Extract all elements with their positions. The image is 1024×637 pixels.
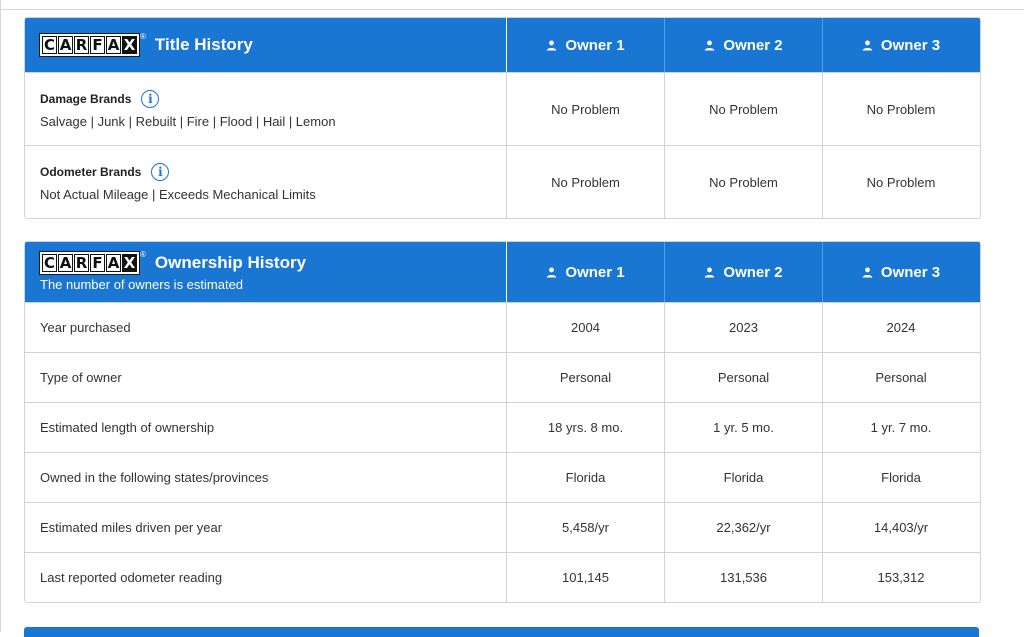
owner-1-value: No Problem xyxy=(506,146,664,218)
row-label: Last reported odometer reading xyxy=(40,570,223,585)
owner-3-value: 153,312 xyxy=(822,553,979,602)
person-icon xyxy=(704,40,715,51)
ownership-history-heading: C A R F A X ® Ownership History The number of owners is estimated xyxy=(25,242,506,302)
owner-2-value: 22,362/yr xyxy=(664,503,822,552)
owner-2-value: No Problem xyxy=(664,146,822,218)
person-icon xyxy=(546,267,557,278)
title-history-header xyxy=(25,18,980,72)
table-row xyxy=(25,452,980,502)
owner-2-header: Owner 2 xyxy=(664,242,822,302)
owner-3-value: 1 yr. 7 mo. xyxy=(822,403,979,452)
row-label: Year purchased xyxy=(40,320,131,335)
row-detail: Not Actual Mileage | Exceeds Mechanical Limits xyxy=(40,186,316,202)
owner-2-value: 131,536 xyxy=(664,553,822,602)
ownership-history-card xyxy=(24,241,981,603)
owner-2-header: Owner 2 xyxy=(664,18,822,72)
row-label: Estimated miles driven per year xyxy=(40,520,223,535)
top-divider xyxy=(0,0,1024,10)
info-icon[interactable]: i xyxy=(141,90,159,108)
row-detail: Salvage | Junk | Rebuilt | Fire | Flood | Hail | Lemon xyxy=(40,113,336,129)
owner-1-value: 101,145 xyxy=(506,553,664,602)
table-row xyxy=(25,145,980,218)
table-row xyxy=(25,552,980,602)
owner-1-value: 18 yrs. 8 mo. xyxy=(506,403,664,452)
table-row xyxy=(25,502,980,552)
title-history-heading: C A R F A X ® Title History xyxy=(25,18,506,72)
owner-3-value: 2024 xyxy=(822,303,979,352)
person-icon xyxy=(704,267,715,278)
table-row xyxy=(25,402,980,452)
owner-2-value: 1 yr. 5 mo. xyxy=(664,403,822,452)
row-label: Type of owner xyxy=(40,370,122,385)
owner-2-value: 2023 xyxy=(664,303,822,352)
owner-1-value: No Problem xyxy=(506,73,664,145)
owner-1-value: Florida xyxy=(506,453,664,502)
owner-2-value: Florida xyxy=(664,453,822,502)
title-history-card xyxy=(24,17,981,219)
person-icon xyxy=(546,40,557,51)
owner-3-value: Florida xyxy=(822,453,979,502)
section-title: Ownership History xyxy=(154,253,307,272)
row-label: Damage Brands xyxy=(40,91,132,106)
carfax-logo: C A R F A X xyxy=(40,252,139,274)
row-label: Owned in the following states/provinces xyxy=(40,470,269,485)
owner-1-value: 2004 xyxy=(506,303,664,352)
table-row xyxy=(25,352,980,402)
person-icon xyxy=(862,40,873,51)
owner-3-value: No Problem xyxy=(822,73,979,145)
left-divider xyxy=(0,0,1,632)
owner-3-value: Personal xyxy=(822,353,979,402)
owner-2-value: No Problem xyxy=(664,73,822,145)
owner-1-value: 5,458/yr xyxy=(506,503,664,552)
carfax-logo: C A R F A X xyxy=(40,34,139,56)
owner-2-value: Personal xyxy=(664,353,822,402)
section-subtitle: The number of owners is estimated xyxy=(40,277,244,292)
row-label: Estimated length of ownership xyxy=(40,420,215,435)
owner-1-value: Personal xyxy=(506,353,664,402)
next-section-header xyxy=(24,627,979,637)
section-title: Title History xyxy=(154,35,253,54)
owner-1-header: Owner 1 xyxy=(506,18,664,72)
info-icon[interactable]: i xyxy=(151,163,169,181)
table-row xyxy=(25,72,980,145)
table-row xyxy=(25,302,980,352)
person-icon xyxy=(862,267,873,278)
owner-3-header: Owner 3 xyxy=(822,18,979,72)
ownership-history-header xyxy=(25,242,980,302)
row-label: Odometer Brands xyxy=(40,164,142,179)
owner-3-value: 14,403/yr xyxy=(822,503,979,552)
owner-3-header: Owner 3 xyxy=(822,242,979,302)
owner-3-value: No Problem xyxy=(822,146,979,218)
owner-1-header: Owner 1 xyxy=(506,242,664,302)
